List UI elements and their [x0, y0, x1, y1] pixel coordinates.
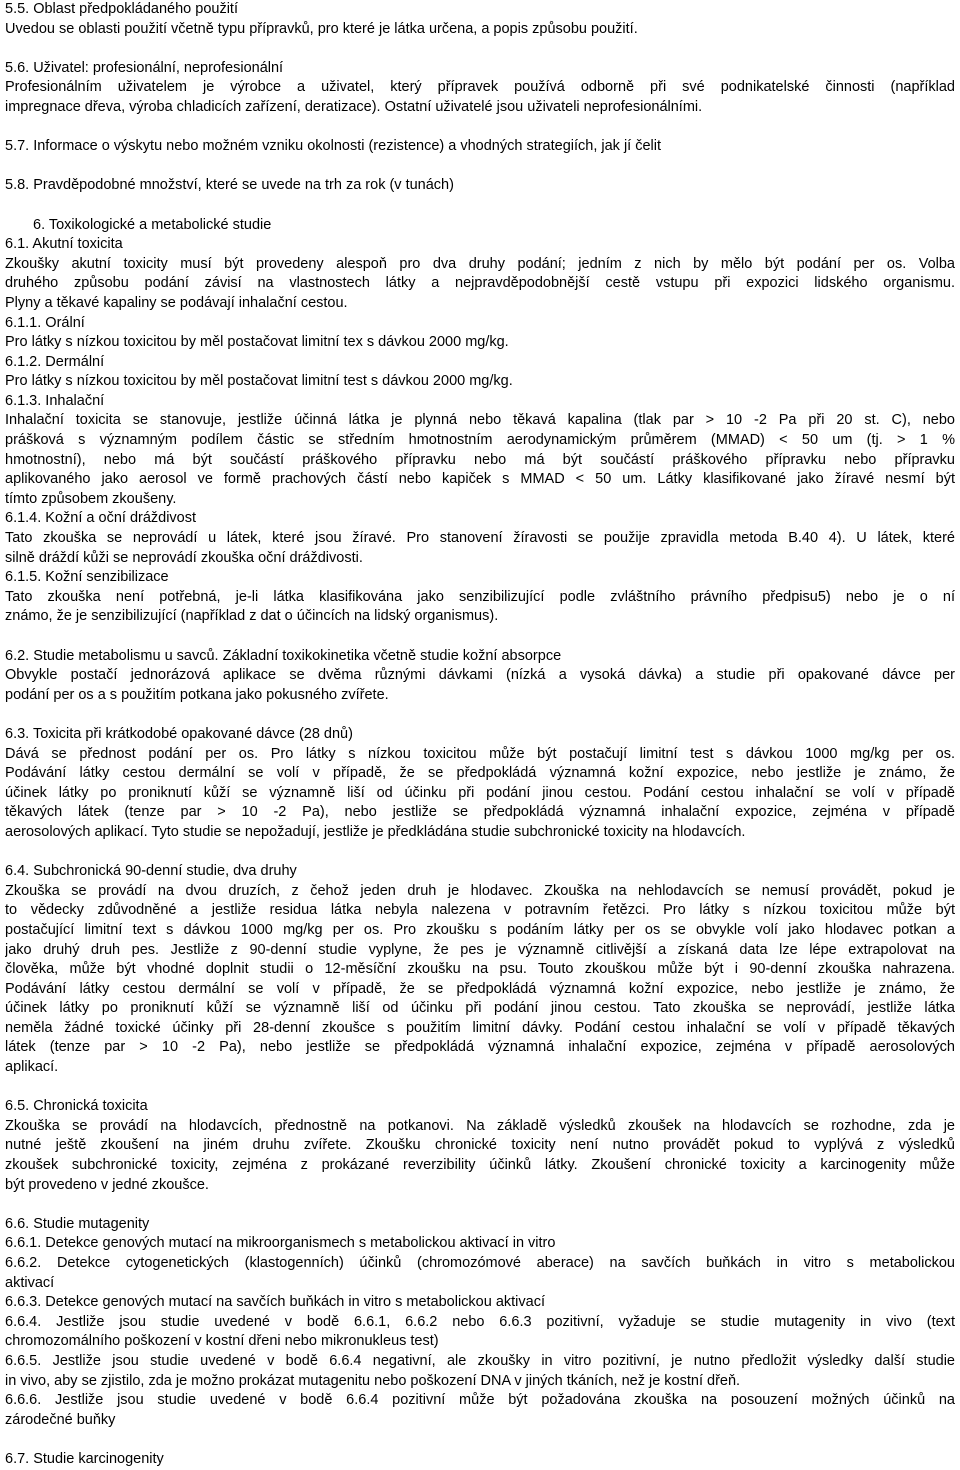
spacer: [5, 196, 955, 216]
section-heading: 5.8. Pravděpodobné množství, které se uvede na trh za rok (v tunách): [5, 177, 454, 194]
subsection-heading: 6.1.4. Kožní a oční dráždivost: [5, 510, 197, 527]
paragraph-line: Podávání látky cestou dermální se volí v případě, že se předpokládá významná kožní expozice, nebo jestliže je známo, že: [5, 765, 955, 782]
paragraph-line: Pro látky s nízkou toxicitou by měl postačovat limitní tex s dávkou 2000 mg/kg.: [5, 334, 509, 351]
section-heading: 6.5. Chronická toxicita: [5, 1098, 148, 1115]
paragraph-line: účinek látky po proniknutí kůží se významně liší od účinku při podání jinou cestou. Tato zkouška se neprovádí, jestliže látka: [5, 1000, 955, 1017]
paragraph-line: tímto způsobem zkoušeny.: [5, 490, 177, 507]
paragraph-line: Plyny a těkavé kapaliny se podávají inhalační cestou.: [5, 294, 348, 311]
paragraph-line: Dává se přednost podání per os. Pro látky s nízkou toxicitou může být postačují limitní test s dávkou 1000 mg/kg per os.: [5, 745, 955, 762]
spacer: [5, 705, 955, 725]
paragraph-line: být provedeno v jedné zkoušce.: [5, 1176, 209, 1193]
paragraph-line: Inhalační toxicita se stanovuje, jestliže účinná látka je plynná nebo těkavá kapalina (tlak par > 10 -2 Pa při 20 st. C), nebo: [5, 412, 955, 429]
paragraph-line: postačující limitní text s dávkou 1000 mg/kg per os. Pro zkoušku s podáním látky per os se obvykle volí jako hlodavec potkan a: [5, 921, 955, 938]
paragraph-line: hmotnostní), nebo má být součástí práškového přípravku nebo má být součástí práškového přípravku nebo přípravku: [5, 451, 955, 468]
spacer: [5, 843, 955, 863]
subsection-heading: 6.1.5. Kožní senzibilizace: [5, 569, 169, 586]
subsection-heading: 6.1.1. Orální: [5, 314, 85, 331]
paragraph-line: aplikovaného jako aerosol ve formě prachových částí nebo kapiček s MMAD < 50 um. Látky klasifikované jako žíravé nesmí být: [5, 471, 955, 488]
section-heading: 5.5. Oblast předpokládaného použití: [5, 1, 238, 17]
paragraph-line: člověka, může být vhodné doplnit studii o 12-měsíční zkoušku na psu. Touto zkouškou může být i 90-denní zkouška nahrazena.: [5, 961, 955, 978]
list-item: 6.6.5. Jestliže jsou studie uvedené v bodě 6.6.4 negativní, ale zkoušky in vitro pozitivní, je nutno předložit výsledky další studie: [5, 1352, 955, 1369]
list-item-continuation: aktivací: [5, 1274, 55, 1291]
list-item: 6.6.3. Detekce genových mutací na savčích buňkách in vitro s metabolickou aktivací: [5, 1294, 545, 1311]
list-item-continuation: zárodečné buňky: [5, 1411, 116, 1428]
spacer: [5, 1195, 955, 1215]
paragraph-line: látek (tenze par > 10 -2 Pa), nebo jestliže se předpokládá významná inhalační expozice, zejména v případě aerosolových: [5, 1039, 955, 1056]
spacer: [5, 1078, 955, 1098]
paragraph-line: impregnace dřeva, výroba chladicích zařízení, deratizace). Ostatní uživatelé jsou uživateli neprofesionálními.: [5, 98, 703, 115]
spacer: [5, 118, 955, 138]
subsection-heading: 6.1.2. Dermální: [5, 353, 105, 370]
subsection-heading: 6.1.3. Inhalační: [5, 392, 105, 409]
paragraph-line: zkoušek subchronické toxicity, zejména z prokázané reverzibility účinků látky. Zkoušení chronické toxicity a karcinogenity může: [5, 1157, 955, 1174]
section-heading: 6.1. Akutní toxicita: [5, 236, 123, 253]
section-heading: 6.6. Studie mutagenity: [5, 1215, 150, 1232]
paragraph-line: aplikací.: [5, 1059, 59, 1076]
list-item-continuation: chromozomálního poškození v kostní dřeni nebo mikronukleus test): [5, 1333, 439, 1350]
section-heading: 6.2. Studie metabolismu u savců. Základní toxikokinetika včetně studie kožní absorpce: [5, 647, 562, 664]
paragraph-line: podání per os a s použitím potkana jako pokusného zvířete.: [5, 686, 389, 703]
paragraph-line: to vědecky zdůvodněné a jestliže residua látka nebyla nalezena v potravním řetězci. Pro látky s nízkou toxicitou může být: [5, 902, 955, 919]
section-heading: 6.4. Subchronická 90-denní studie, dva druhy: [5, 863, 297, 880]
paragraph-line: Profesionálním uživatelem je výrobce a uživatel, který přípravek používá odborně při své podnikatelské činnosti (například: [5, 79, 955, 96]
section-heading: 6.3. Toxicita při krátkodobé opakované dávce (28 dnů): [5, 725, 353, 742]
paragraph-line: Uvedou se oblasti použití včetně typu přípravků, pro které je látka určena, a popis způsobu použití.: [5, 20, 638, 37]
spacer: [5, 157, 955, 177]
list-item: 6.6.1. Detekce genových mutací na mikroorganismech s metabolickou aktivací in vitro: [5, 1235, 556, 1252]
section-heading: 6.7. Studie karcinogenity: [5, 1450, 164, 1467]
paragraph-line: Pro látky s nízkou toxicitou by měl postačovat limitní test s dávkou 2000 mg/kg.: [5, 373, 513, 390]
chapter-heading: 6. Toxikologické a metabolické studie: [33, 216, 272, 233]
paragraph-line: Zkoušky akutní toxicity musí být provedeny alespoň pro dva druhy podání; jedním z nich by mělo být podání per os. Volba: [5, 255, 955, 272]
paragraph-line: prášková s významným podílem částic se středním hmotnostním aerodynamickým průměrem (MMAD) < 50 um (tj. > 1 %: [5, 432, 955, 449]
paragraph-line: účinek látky po proniknutí kůží se významně liší od účinku při podání jinou cestou. Podání cestou inhalační se volí v případě: [5, 784, 955, 801]
section-heading: 5.7. Informace o výskytu nebo možném vzniku okolnosti (rezistence) a vhodných strategiích, jak jí čelit: [5, 138, 662, 155]
paragraph-line: aerosolových aplikací. Tyto studie se nepožadují, jestliže je předkládána studie subchronické toxicity na hlodavcích.: [5, 823, 746, 840]
paragraph-line: druhého způsobu podání závisí na vlastnostech látky a nejpravděpodobnější cestě vstupu při expozici lidského organismu.: [5, 275, 955, 292]
paragraph-line: jako druhý druh pes. Jestliže z 90-denní studie vyplyne, že pes je významně citlivější a získaná data lze lépe extrapolovat na: [5, 941, 955, 958]
list-item: 6.6.6. Jestliže jsou studie uvedené v bodě 6.6.4 pozitivní může být požadována zkouška na posouzení možných účinků na: [5, 1392, 955, 1409]
list-item: 6.6.4. Jestliže jsou studie uvedené v bodě 6.6.1, 6.6.2 nebo 6.6.3 pozitivní, vyžaduje se studie mutagenity in vivo (text: [5, 1313, 955, 1330]
section-heading: 5.6. Uživatel: profesionální, neprofesionální: [5, 59, 284, 76]
paragraph-line: Tato zkouška není potřebná, je-li látka klasifikována jako senzibilizující podle zvláštního právního předpisu5) nebo je o ní: [5, 588, 955, 605]
paragraph-line: silně dráždí kůži se neprovádí zkouška oční dráždivosti.: [5, 549, 363, 566]
list-item: 6.6.2. Detekce cytogenetických (klastogenních) účinků (chromozómové aberace) na savčích buňkách in vitro s metabolickou: [5, 1255, 955, 1271]
spacer: [5, 39, 955, 59]
paragraph-line: Podávání látky cestou dermální se volí v případě, že se předpokládá významná kožní expozice, nebo jestliže je známo, že: [5, 980, 955, 997]
paragraph-line: Zkouška se provádí na hlodavcích, přednostně na potkanovi. Na základě výsledků zkoušek na hlodavcích se rozhodne, zda je: [5, 1117, 955, 1134]
spacer: [5, 627, 955, 647]
paragraph-line: Zkouška se provádí na dvou druzích, z čehož jeden druh je hlodavec. Zkouška na nehlodavcích se nemusí provádět, pokud je: [5, 882, 955, 899]
paragraph-line: neměla žádné toxické účinky při 28-denní zkoušce s použitím limitní dávky. Podání cestou inhalační se volí v případě těkavých: [5, 1019, 955, 1036]
paragraph-line: známo, že je senzibilizující (například z dat o účincích na lidský organismus).: [5, 608, 499, 625]
paragraph-line: těkavých látek (tenze par > 10 -2 Pa), nebo jestliže se předpokládá významná inhalační expozice, zejména v případě: [5, 804, 955, 821]
paragraph-line: nutné ještě zkoušení na jiném druhu zvířete. Zkoušku chronické toxicity není nutno provádět pokud to vyplývá z výsledků: [5, 1137, 955, 1154]
spacer: [5, 1430, 955, 1450]
paragraph-line: Tato zkouška se neprovádí u látek, které jsou žíravé. Pro stanovení žíravosti se použije zpravidla metoda B.40 4). U látek, které: [5, 530, 955, 547]
paragraph-line: Obvykle postačí jednorázová aplikace se dvěma různými dávkami (nízká a vysoká dávka) a studie při opakované dávce per: [5, 667, 955, 684]
list-item-continuation: in vivo, aby se zjistilo, zda je možno prokázat mutagenitu nebo poškození DNA v jiných tkáních, než je kostní dřeň.: [5, 1372, 741, 1389]
